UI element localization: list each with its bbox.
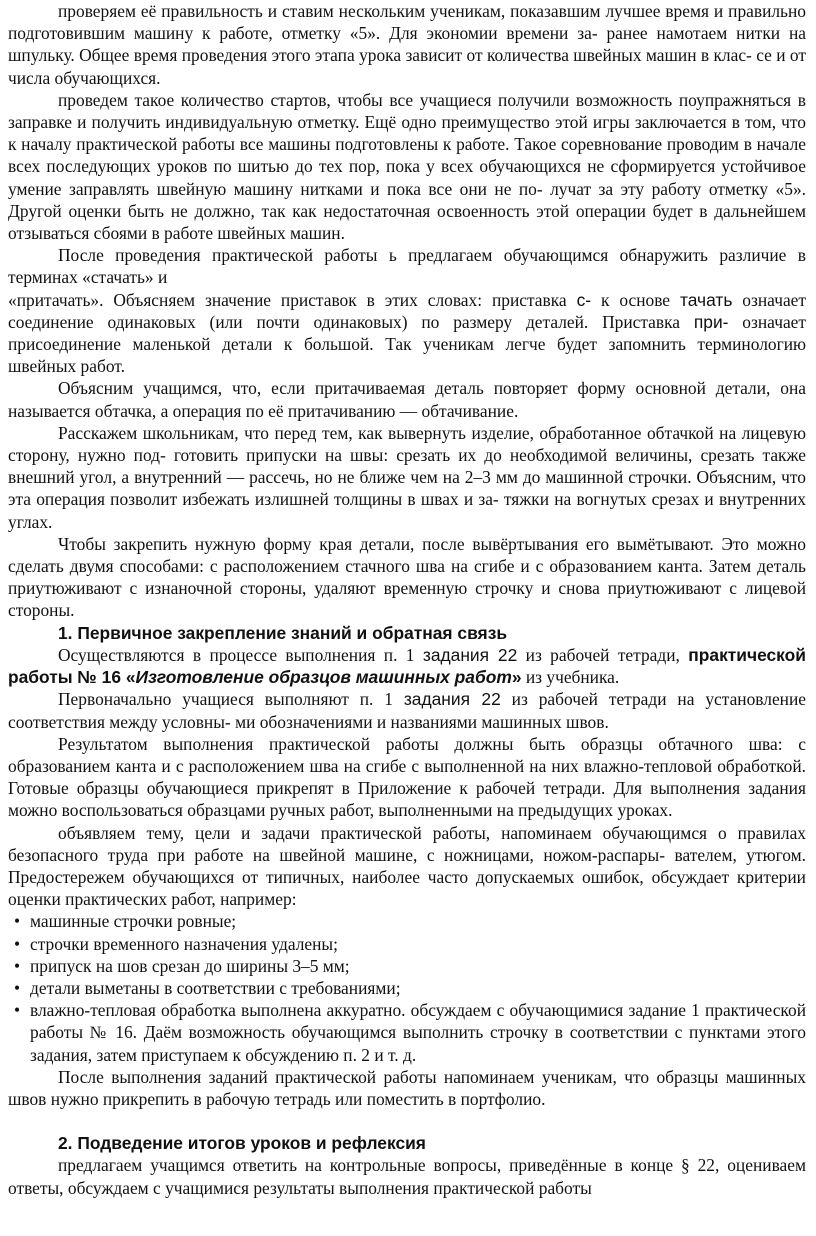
task-practical-work: практической работы № 16 « xyxy=(8,644,806,688)
paragraph-task xyxy=(8,644,806,688)
paragraph-final: предлагаем учащимся ответить на контрольные вопросы, приведённые в конце § 22, оцениваем ответы, обсуждаем с учащимися результаты выполнения практической работы xyxy=(8,1155,806,1198)
list-item-text: строчки временного назначения удалены; xyxy=(30,933,338,954)
paragraph-2: проведем такое количество стартов, чтобы все учащиеся получили возможность поупражняться в заправке и получить индивидуальную отметку. Ещё одно преимущество этой игры заключается в том, что к началу практической работы все машины подготовлены к работе. Такое соревнование проводим в начале всех последующих уроков по шитью до тех пор, пока у всех обучающихся не сформируется устойчивое умение заправлять швейную машину нитками и пока все они не по- лучат за эту работу отметку «5». Другой оценки быть не должно, так как недостаточная освоенность этой операции будет в дальнейшем отзываться сбоями в работе швейных машин. xyxy=(8,89,806,244)
paragraph-announce: объявляем тему, цели и задачи практической работы, напоминаем обучающимся о правилах безопасного труда при работе на швейной машине, с ножницами, ножом-распары- вателем, утюгом. Предостережем обучающихся от типичных, наиболее часто допускаемых ошибок, обсуждает критерии оценки практических работ, например: xyxy=(8,822,806,910)
section-heading-2: 2. Подведение итогов уроков и рефлексия xyxy=(58,1133,426,1154)
prefix-pri: при- xyxy=(693,311,729,332)
criteria-list xyxy=(8,910,806,1065)
paragraph-result: Результатом выполнения практической работы должны быть образцы обтачного шва: с образованием канта и с расположением шва на сгибе с выполненной на них влажно-тепловой обработкой. Готовые образцы обучающиеся прикрепят в Приложение к рабочей тетради. Для выполнения задания можно воспользоваться образцами ручных работ, выполненными на предыдущих уроках. xyxy=(8,733,806,821)
bullet-icon: • xyxy=(14,955,21,976)
list-item xyxy=(14,955,806,977)
paragraph-after-list: После выполнения заданий практической работы напоминаем ученикам, что образцы машинных швов нужно прикрепить в рабочую тетрадь или поместить в портфолио. xyxy=(8,1066,806,1109)
prefixes-text-4: означает присоединение маленькой детали к большой. Так ученикам легче будет запомнить терминологию швейных работ. xyxy=(8,311,806,377)
list-item xyxy=(14,999,806,1066)
paragraph-kant: Чтобы закрепить нужную форму края детали, после вывёртывания его вымётывают. Это можно сделать двумя способами: с расположением стачного шва на сгибе и с образованием канта. Затем деталь приутюживают с изнаночной стороны, удаляют временную строчку и снова приутюживают с лицевой стороны. xyxy=(8,533,806,621)
section-heading-1: 1. Первичное закрепление знаний и обратная связь xyxy=(58,622,508,643)
paragraph-3: После проведения практической работы ь предлагаем обучающимся обнаружить различие в терминах «стачать» и xyxy=(8,245,806,288)
bullet-icon: • xyxy=(14,977,21,998)
list-item-text: машинные строчки ровные; xyxy=(30,911,237,932)
first-text-2: из рабочей тетради на установление соответствия между условны- ми обозначениями и названиями машинных швов. xyxy=(8,689,806,732)
bullet-icon: • xyxy=(14,911,21,932)
first-assignment: задания 22 xyxy=(403,689,501,710)
paragraph-prefixes xyxy=(8,289,806,378)
list-item-text: детали выметаны в соответствии с требованиями; xyxy=(30,977,401,998)
list-item-text: припуск на шов срезан до ширины 3–5 мм; xyxy=(30,955,350,976)
prefixes-text-3: означает соединение одинаковых (или почти одинаковых) по размеру деталей. Приставка xyxy=(8,289,806,332)
paragraph-first xyxy=(8,688,806,732)
section-spacer xyxy=(8,1110,806,1132)
prefix-s: с- xyxy=(576,289,592,310)
bullet-icon: • xyxy=(14,1000,21,1021)
paragraph-1: проверяем её правильность и ставим нескольким ученикам, показавшим лучшее время и правильно подготовившим машину к работе, отметку «5». Для экономии времени за- ранее намотаем нитки на шпульку. Общее время проведения этого этапа урока зависит от количества швейных машин в клас- се и от числа обучающихся. xyxy=(8,1,806,88)
task-quote-close: » xyxy=(511,667,522,688)
paragraph-pripuski: Расскажем школьникам, что перед тем, как вывернуть изделие, обработанное обтачкой на лицевую сторону, нужно под- готовить припуски на швы: срезать их до необходимой величины, срезать также внешний угол, а внутренний — рассечь, но не ближе чем на 2–3 мм до машинной строчки. Объясним, что эта операция позволит избежать излишней толщины в швах и за- тяжки на вогнутых срезах и внутренних углах. xyxy=(8,422,806,532)
list-item-text: влажно-тепловая обработка выполнена аккуратно. обсуждаем с обучающимися задание 1 практической работы № 16. Даём возможность обучающимся выполнить строчку в соответствии с пунктами этого задания, затем приступаем к обсуждению п. 2 и т. д. xyxy=(30,1000,806,1065)
task-work-title: Изготовление образцов машинных работ xyxy=(135,667,512,688)
task-text-3: из учебника. xyxy=(521,667,620,688)
prefixes-text-1: «притачать». Объясняем значение приставок в этих словах: приставка xyxy=(8,289,577,310)
list-item xyxy=(14,977,806,999)
first-text-1: Первоначально учащиеся выполняют п. 1 xyxy=(58,689,404,710)
task-assignment: задания 22 xyxy=(422,644,518,665)
task-text-2: из рабочей тетради, xyxy=(517,644,689,665)
prefixes-text-2: к основе xyxy=(591,289,680,310)
word-tachat: тачать xyxy=(679,289,733,310)
task-text-1: Осуществляются в процессе выполнения п. 1 xyxy=(58,644,423,665)
list-item xyxy=(14,910,806,932)
paragraph-obtachka: Объясним учащимся, что, если притачиваемая деталь повторяет форму основной детали, она называется обтачка, а операция по её притачиванию — обтачивание. xyxy=(8,378,806,421)
bullet-icon: • xyxy=(14,933,21,954)
list-item xyxy=(14,933,806,955)
